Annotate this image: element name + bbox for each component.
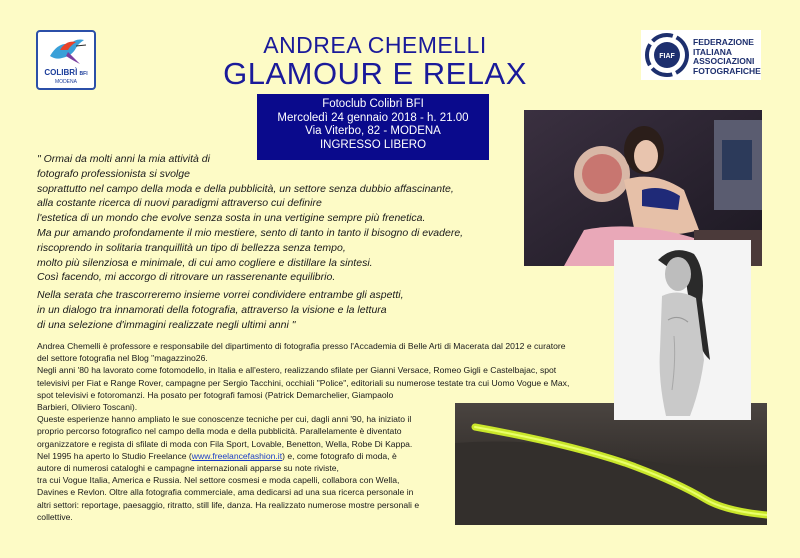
hummingbird-icon	[46, 36, 88, 68]
event-date: Mercoledì 24 gennaio 2018 - h. 21.00	[277, 111, 469, 124]
quote-line: l'estetica di un mondo che evolve senza sosta in una vertigine sempre più frenetica.	[37, 212, 426, 225]
event-info-box	[257, 94, 489, 160]
bio-line: del settore fotografia nel Blog "magazzino26.	[37, 353, 208, 364]
event-address: Via Viterbo, 82 - MODENA	[305, 125, 441, 137]
quote-line: Ma pur amando profondamente il mio mestiere, sento di tanto in tanto il bisogno di evadere,	[37, 226, 464, 239]
author-name: ANDREA CHEMELLI	[263, 32, 487, 58]
bio-line: Andrea Chemelli è professore e responsabile del dipartimento di fotografia presso l'Accademia di Belle Arti di Macerata dal 2012 e curatore	[37, 341, 566, 351]
fiaf-line: ASSOCIAZIONI	[693, 56, 755, 66]
bio-line: Barbieri, Oliviero Toscani).	[37, 402, 138, 413]
quote-line: fotografo professionista si svolge	[37, 167, 190, 180]
event-entry: INGRESSO LIBERO	[319, 138, 427, 151]
fiaf-line: FOTOGRAFICHE	[693, 65, 761, 76]
quote-line: Così facendo, mi accorgo di ritrovare un rasserenante equilibrio.	[37, 271, 336, 284]
biography	[37, 340, 570, 523]
quote-block-2	[37, 288, 497, 332]
bio-line: collettive.	[37, 511, 73, 522]
fiaf-emblem-icon	[645, 33, 689, 77]
quote-line: di una selezione d'immagini realizzate negli ultimi anni "	[37, 318, 296, 331]
bio-line: Negli anni '80 ha lavorato come fotomodello, in Italia e all'estero, realizzando sfilate per Gianni Versace, Romeo Gigli e Castelbajac, spot	[37, 365, 557, 376]
bio-line: altri settori: reportage, paesaggio, ritratto, still life, danza. Ha realizzato numerose mostre personali e	[37, 499, 420, 510]
quote-line: soprattutto nel campo della moda e della pubblicità, un settore senza dubbio affascinante,	[37, 182, 454, 195]
bio-line: autore di numerosi cataloghi e campagne internazionali apparse su note riviste,	[37, 463, 339, 474]
quote-line: riscoprendo in solitaria tranquillità un tipo di bellezza senza tempo,	[37, 241, 346, 254]
event-venue: Fotoclub Colibrì BFI	[322, 98, 424, 110]
quote-line: Nella serata che trascorreremo insieme vorrei condividere entrambe gli aspetti,	[37, 289, 404, 301]
bio-line: Davines e Revlon. Oltre alla fotografia commerciale, ama dedicarsi ad una sua ricerca personale in	[37, 487, 414, 498]
quote-line: molto più silenziosa e minimale, di cui amo cogliere e distillare la sintesi.	[37, 256, 373, 269]
event-title: GLAMOUR E RELAX	[223, 56, 527, 91]
quote-block	[37, 152, 497, 285]
portrait-photo	[614, 240, 751, 420]
colibri-logo	[36, 30, 96, 90]
fiaf-line: ITALIANA	[693, 46, 733, 57]
bio-line: organizzatore e regista di sfilate di moda con Fila Sport, Lovable, Benetton, Wella, Robe Di Kappa.	[37, 438, 413, 449]
logo-name: COLIBRÌ BFI	[44, 68, 88, 77]
quote-line: " Ormai da molti anni la mia attività di	[37, 153, 210, 165]
bio-line: Queste esperienze hanno ampliato le sue conoscenze tecniche per cui, dagli anni '90, ha iniziato il	[37, 414, 412, 425]
bio-line: televisivi per Fiat e Range Rover, campagne per Sergio Tacchini, occhiali "Police", editoriali su numerose testate tra cui Uomo Vogue e Max,	[37, 377, 570, 388]
studio-website-link[interactable]: www.freelancefashion.it	[191, 450, 283, 461]
bio-line: tra cui Vogue Italia, America e Russia. Nel settore cosmesi e moda capelli, collabora con Wella,	[37, 475, 400, 486]
fiaf-name	[693, 38, 761, 76]
bio-line: Nel 1995 ha aperto lo Studio Freelance (www.freelancefashion.it) e, come fotografo di moda, è	[37, 450, 397, 461]
bio-line: spot televisivi e fotoromanzi. Ha posato per fotografi famosi (Patrick Demarchelier, Giampaolo	[37, 389, 394, 400]
logo-subtitle: MODENA	[55, 79, 77, 85]
quote-line: in un dialogo tra innamorati della fotografia, attraverso la visione e la lettura	[37, 303, 387, 316]
fiaf-logo	[641, 30, 761, 80]
bio-line: proprio percorso fotografico nel campo della moda e della pubblicità. Parallelamente è diventato	[37, 426, 402, 437]
fiaf-line: FEDERAZIONE	[693, 37, 754, 47]
fiaf-emblem-text: FIAF	[659, 53, 675, 60]
quote-line: alla costante ricerca di nuovi paradigmi attraverso cui definire	[37, 197, 322, 210]
landscape-photo	[455, 403, 767, 525]
